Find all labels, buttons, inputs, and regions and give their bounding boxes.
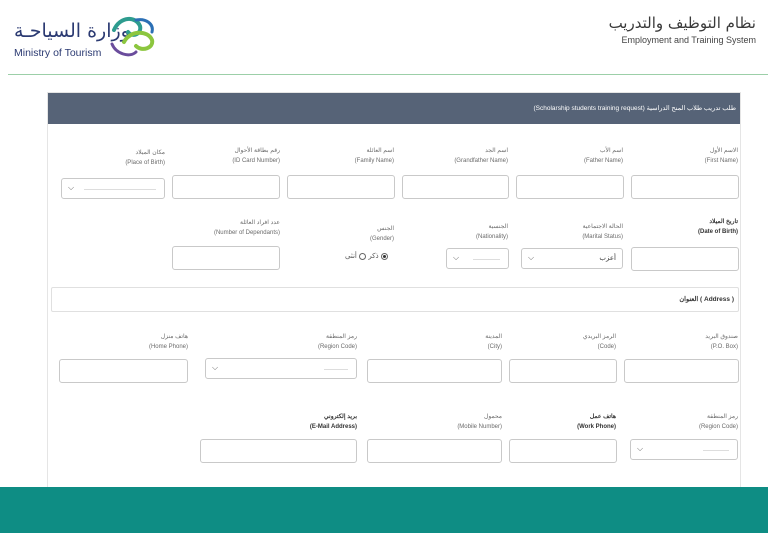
site-header — [0, 0, 768, 75]
label-work-phone: هاتف عمل (Work Phone) — [577, 414, 616, 430]
region-code-select[interactable] — [205, 358, 357, 379]
gender-female-label: أنثى — [345, 252, 357, 260]
label-marital-status: الحالة الاجتماعية (Marital Status) — [582, 224, 623, 240]
first-name-input[interactable] — [631, 175, 739, 199]
date-of-birth-input[interactable] — [631, 247, 739, 271]
gender-female-radio[interactable] — [359, 253, 366, 260]
label-number-of-dependants: عدد افراد العائلة (Number of Dependants) — [213, 220, 280, 236]
ministry-name-ar: وزارة السياحـة — [14, 20, 130, 42]
marital-status-select[interactable] — [521, 248, 623, 269]
work-phone-input[interactable] — [509, 439, 617, 463]
city-input[interactable] — [367, 359, 502, 383]
label-region-code-2: رمز المنطقة (Region Code) — [698, 414, 738, 430]
chevron-down-icon: ⌵ — [528, 253, 535, 262]
nationality-select[interactable] — [446, 248, 509, 269]
select-placeholder — [84, 189, 156, 190]
label-code: الرمز البريدي (Code) — [582, 334, 616, 350]
label-father-name: اسم الأب (Father Name) — [583, 148, 623, 164]
select-placeholder — [473, 259, 500, 260]
mobile-number-input[interactable] — [367, 439, 502, 463]
chevron-down-icon: ⌵ — [212, 363, 219, 372]
label-region-code: رمز المنطقة (Region Code) — [317, 334, 357, 350]
header-divider — [8, 74, 768, 75]
label-family-name: اسم العائلة (Family Name) — [354, 148, 394, 164]
chevron-down-icon: ⌵ — [453, 253, 460, 262]
label-gender: الجنس (Gender) — [369, 226, 394, 242]
system-title — [609, 14, 756, 45]
marital-status-value: أعزب — [599, 254, 616, 262]
email-address-input[interactable] — [200, 439, 357, 463]
select-placeholder — [324, 369, 348, 370]
label-nationality: الجنسية (Nationality) — [475, 224, 508, 240]
id-card-number-input[interactable] — [172, 175, 280, 199]
address-title: العنوان ( Address ) — [679, 296, 734, 303]
page-footer — [0, 487, 768, 533]
label-city: المدينة (City) — [485, 334, 502, 350]
region-code-2-select[interactable] — [630, 439, 738, 460]
gender-male-radio[interactable] — [381, 253, 388, 260]
system-title-ar: نظام التوظيف والتدريب — [608, 14, 756, 32]
address-section-header — [51, 287, 739, 312]
family-name-input[interactable] — [287, 175, 395, 199]
ministry-name-en: Ministry of Tourism — [14, 47, 102, 59]
place-of-birth-select[interactable] — [61, 178, 165, 199]
label-date-of-birth: تاريخ الميلاد (Date of Birth) — [698, 219, 738, 235]
code-input[interactable] — [509, 359, 617, 383]
home-phone-input[interactable] — [59, 359, 188, 383]
chevron-down-icon: ⌵ — [68, 183, 75, 192]
system-title-en: Employment and Training System — [621, 35, 756, 45]
label-place-of-birth: مكان الميلاد (Place of Birth) — [125, 150, 165, 166]
gender-male-label: ذكر — [368, 252, 379, 260]
ministry-logo[interactable] — [14, 12, 164, 62]
chevron-down-icon: ⌵ — [637, 444, 644, 453]
ministry-emblem-icon — [106, 12, 158, 60]
label-first-name: الاسم الأول (First Name) — [704, 148, 738, 164]
label-email-address: بريد إلكتروني (E-Mail Address) — [309, 414, 357, 430]
label-po-box: صندوق البريد (P.O. Box) — [705, 334, 738, 350]
label-home-phone: هاتف منزل (Home Phone) — [148, 334, 188, 350]
label-mobile-number: محمول (Mobile Number) — [457, 414, 502, 430]
grandfather-name-input[interactable] — [402, 175, 509, 199]
select-placeholder — [703, 450, 729, 451]
po-box-input[interactable] — [624, 359, 739, 383]
form-title: طلب تدريب طلاب المنح الدراسية (Scholarship students training request) — [48, 93, 740, 124]
number-of-dependants-input[interactable] — [172, 246, 280, 270]
father-name-input[interactable] — [516, 175, 624, 199]
gender-radio-group — [345, 252, 388, 260]
label-grandfather-name: اسم الجد (Grandfather Name) — [454, 148, 508, 164]
label-id-card-number: رقم بطاقة الأحوال (ID Card Number) — [232, 148, 280, 164]
